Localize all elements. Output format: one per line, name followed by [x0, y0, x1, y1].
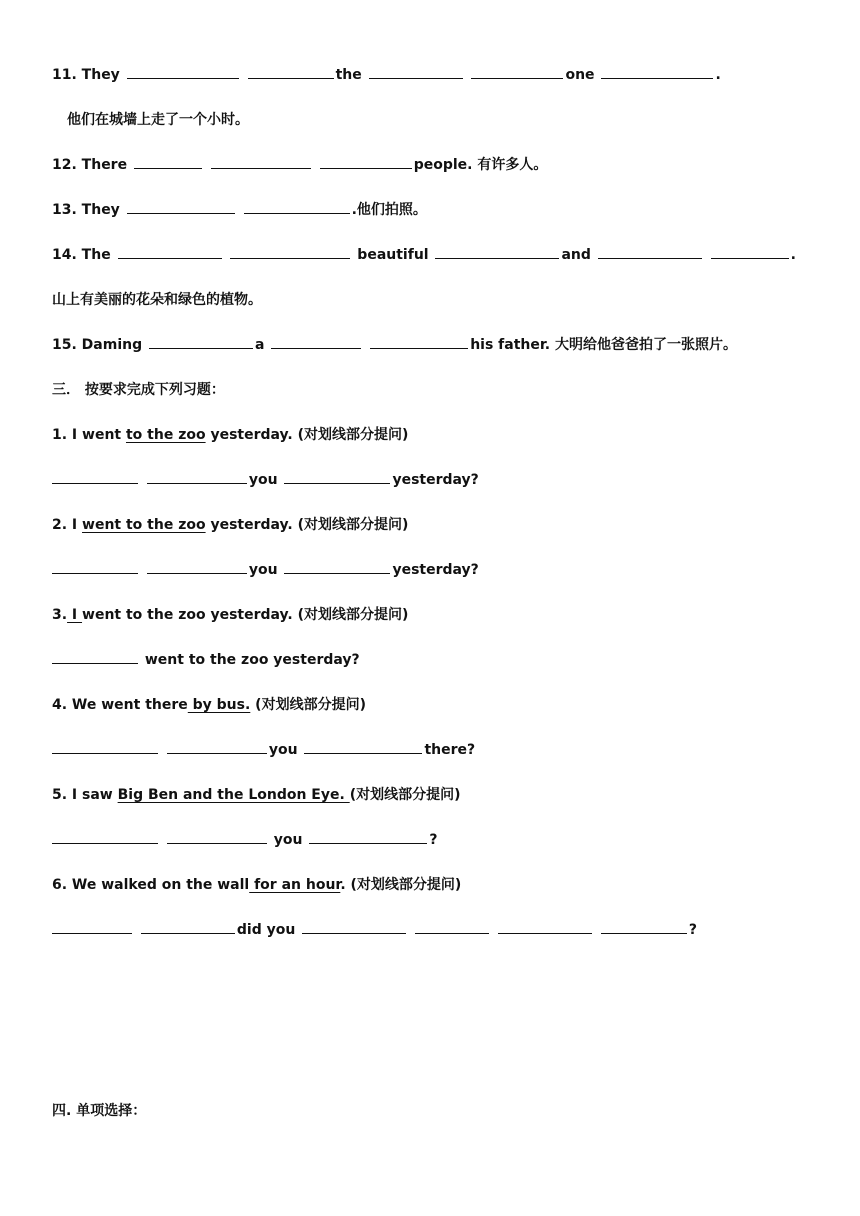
section-3-title: 三． 按要求完成下列习题： [52, 382, 225, 398]
s3q6-underlined: for an hour [249, 877, 341, 893]
s3q4-text-a: 4. We went there [52, 697, 188, 713]
answer-blank[interactable] [498, 919, 592, 934]
question-13 [52, 199, 427, 221]
s3q1-ans-end: yesterday? [392, 472, 479, 488]
s3q5-ans-end: ? [429, 832, 438, 848]
answer-blank[interactable] [52, 469, 138, 484]
s3q1-text-a: 1. I went [52, 427, 126, 443]
answer-blank[interactable] [369, 64, 463, 79]
s3q1-underlined: to the zoo [125, 427, 206, 443]
s3q5-ans-you: you [268, 832, 308, 848]
answer-blank[interactable] [304, 739, 422, 754]
s3q4-ans-you: you [268, 742, 298, 758]
s3q6-text-a: 6. We walked on the wall [52, 877, 250, 893]
answer-blank[interactable] [52, 829, 158, 844]
s3q1-ans-you: you [248, 472, 278, 488]
q11-text-c: one [565, 67, 595, 83]
answer-blank[interactable] [302, 919, 406, 934]
q15-text-c: his father. 大明给他爸爸拍了一张照片。 [470, 337, 737, 353]
q11-chinese: 他们在城墙上走了一个小时。 [67, 112, 249, 128]
q14-text-b: beautiful [352, 247, 429, 263]
s3q2-underlined: went to the zoo [82, 517, 206, 533]
q14-text-d: . [790, 247, 796, 263]
section-4-title: 四. 单项选择： [52, 1103, 147, 1119]
answer-blank[interactable] [147, 469, 247, 484]
q11-text-d: . [715, 67, 721, 83]
answer-blank[interactable] [167, 739, 267, 754]
answer-blank[interactable] [211, 154, 311, 169]
question-15 [52, 334, 737, 356]
answer-blank[interactable] [149, 334, 253, 349]
q15-text-b: a [255, 337, 265, 353]
s3q6-ans-end: ? [688, 922, 697, 938]
s3-answer-6 [52, 919, 697, 941]
answer-blank[interactable] [167, 829, 267, 844]
s3q6-text-b: . (对划线部分提问) [340, 877, 462, 893]
s3-answer-4 [52, 739, 475, 761]
s3q3-text-a: 3. [52, 607, 68, 623]
answer-blank[interactable] [271, 334, 361, 349]
s3-question-5 [52, 784, 460, 806]
answer-blank[interactable] [309, 829, 427, 844]
q14-text-c: and [561, 247, 591, 263]
question-11 [52, 64, 721, 86]
s3q2-ans-end: yesterday? [392, 562, 479, 578]
s3-question-4 [52, 694, 366, 716]
s3-question-3 [52, 604, 408, 626]
q14-chinese: 山上有美丽的花朵和绿色的植物。 [52, 292, 262, 308]
answer-blank[interactable] [118, 244, 222, 259]
s3-answer-3 [52, 649, 360, 671]
answer-blank[interactable] [52, 649, 138, 664]
s3q3-ans-end: went to the zoo yesterday? [140, 652, 360, 668]
s3-answer-5 [52, 829, 437, 851]
answer-blank[interactable] [320, 154, 412, 169]
s3q5-text-a: 5. I saw [52, 787, 118, 803]
answer-blank[interactable] [52, 559, 138, 574]
q12-text-b: people. 有许多人。 [413, 157, 548, 173]
answer-blank[interactable] [601, 64, 713, 79]
answer-blank[interactable] [370, 334, 468, 349]
q11-text-b: the [335, 67, 362, 83]
q15-text-a: 15. Daming [52, 337, 143, 353]
answer-blank[interactable] [248, 64, 334, 79]
question-14 [52, 244, 796, 266]
answer-blank[interactable] [147, 559, 247, 574]
q14-text-a: 14. The [52, 247, 111, 263]
s3q5-text-b: (对划线部分提问) [349, 787, 461, 803]
q12-text-a: 12. There [52, 157, 128, 173]
answer-blank[interactable] [52, 739, 158, 754]
s3q5-underlined: Big Ben and the London Eye. [117, 787, 350, 803]
answer-blank[interactable] [284, 469, 390, 484]
q13-text-a: 13. They [52, 202, 120, 218]
s3q4-text-b: (对划线部分提问) [250, 697, 366, 713]
answer-blank[interactable] [284, 559, 390, 574]
answer-blank[interactable] [141, 919, 235, 934]
question-12 [52, 154, 547, 176]
answer-blank[interactable] [435, 244, 559, 259]
s3q2-text-a: 2. I [52, 517, 83, 533]
s3-question-2 [52, 514, 408, 536]
s3q4-underlined: by bus. [187, 697, 251, 713]
answer-blank[interactable] [134, 154, 202, 169]
answer-blank[interactable] [471, 64, 563, 79]
q13-text-b: .他们拍照。 [351, 202, 427, 218]
answer-blank[interactable] [52, 919, 132, 934]
q11-text-a: 11. They [52, 67, 120, 83]
s3-answer-1 [52, 469, 479, 491]
answer-blank[interactable] [601, 919, 687, 934]
s3q3-text-b: went to the zoo yesterday. (对划线部分提问) [82, 607, 409, 623]
s3q2-text-b: yesterday. (对划线部分提问) [205, 517, 409, 533]
s3q2-ans-you: you [248, 562, 278, 578]
answer-blank[interactable] [598, 244, 702, 259]
s3q6-ans-mid: did you [236, 922, 296, 938]
answer-blank[interactable] [244, 199, 350, 214]
s3-question-6 [52, 874, 461, 896]
s3-question-1 [52, 424, 408, 446]
s3-answer-2 [52, 559, 479, 581]
s3q4-ans-end: there? [424, 742, 476, 758]
answer-blank[interactable] [127, 199, 235, 214]
s3q3-underlined: I [67, 607, 83, 623]
answer-blank[interactable] [415, 919, 489, 934]
answer-blank[interactable] [230, 244, 350, 259]
s3q1-text-b: yesterday. (对划线部分提问) [205, 427, 409, 443]
answer-blank[interactable] [711, 244, 789, 259]
answer-blank[interactable] [127, 64, 239, 79]
